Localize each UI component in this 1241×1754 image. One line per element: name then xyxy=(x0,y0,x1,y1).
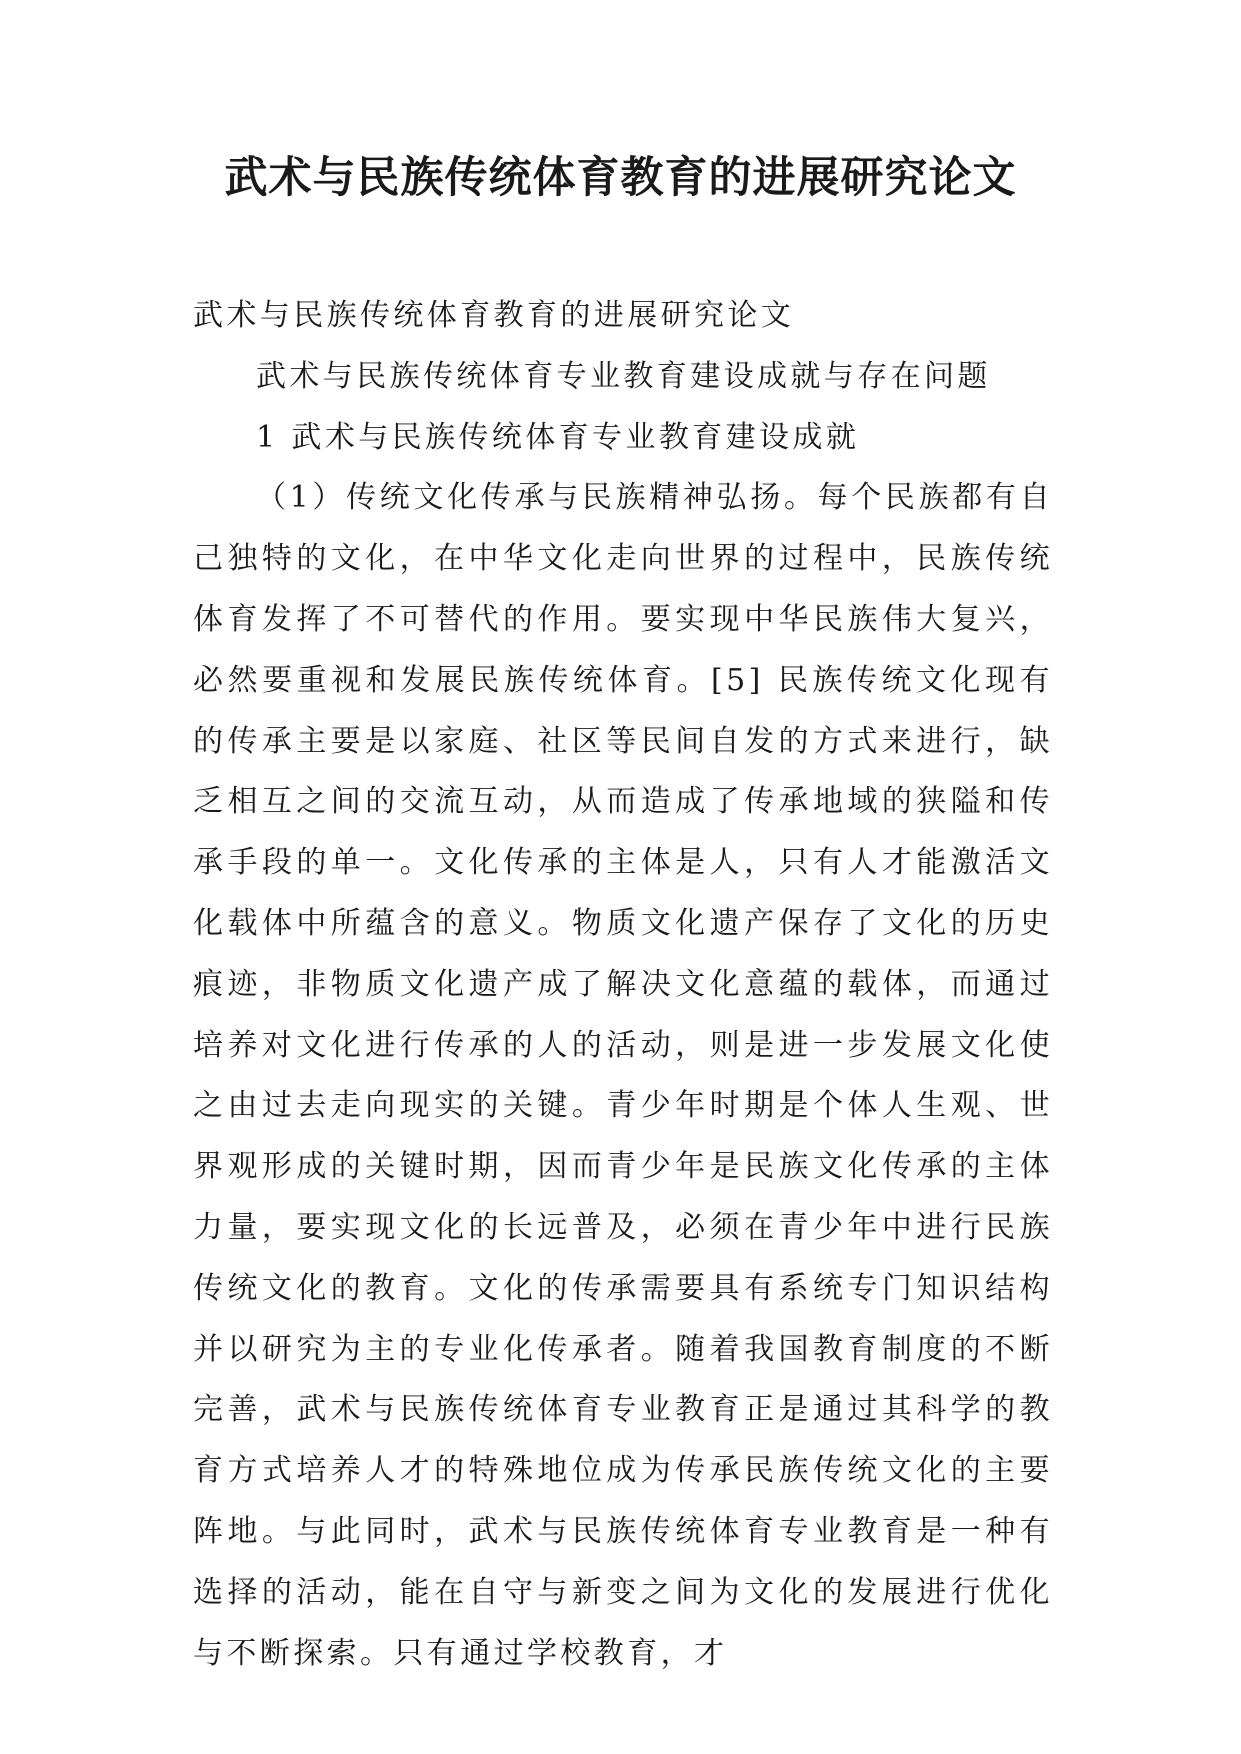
document-subtitle: 武术与民族传统体育教育的进展研究论文 xyxy=(193,298,795,333)
document-body xyxy=(193,286,1053,1684)
subsection-heading: 1 武术与民族传统体育专业教育建设成就 xyxy=(256,419,860,455)
section-heading: 武术与民族传统体育专业教育建设成就与存在问题 xyxy=(256,358,991,394)
paragraph: （1）传统文化传承与民族精神弘扬。每个民族都有自己独特的文化，在中华文化走向世界的过程中，民族传统体育发挥了不可替代的作用。要实现中华民族伟大复兴，必然要重视和发展民族传统体育。[5] 民族传统文化现有的传承主要是以家庭、社区等民间自发的方式来进行，缺乏相互之间的交流互动，从而造成了传承地域的狭隘和传承手段的单一。文化传承的主体是人，只有人才能激活文化载体中所蕴含的意义。物质文化遗产保存了文化的历史痕迹，非物质文化遗产成了解决文化意蕴的载体，而通过培养对文化进行传承的人的活动，则是进一步发展文化使之由过去走向现实的关键。青少年时期是个体人生观、世界观形成的关键时期，因而青少年是民族文化传承的主体力量，要实现文化的长远普及，必须在青少年中进行民族传统文化的教育。文化的传承需要具有系统专门知识结构并以研究为主的专业化传承者。随着我国教育制度的不断完善，武术与民族传统体育专业教育正是通过其科学的教育方式培养人才的特殊地位成为传承民族传统文化的主要阵地。与此同时，武术与民族传统体育专业教育是一种有选择的活动，能在自守与新变之间为文化的发展进行优化与不断探索。只有通过学校教育，才 xyxy=(193,480,1053,1671)
document-title: 武术与民族传统体育教育的进展研究论文 xyxy=(224,153,1017,203)
